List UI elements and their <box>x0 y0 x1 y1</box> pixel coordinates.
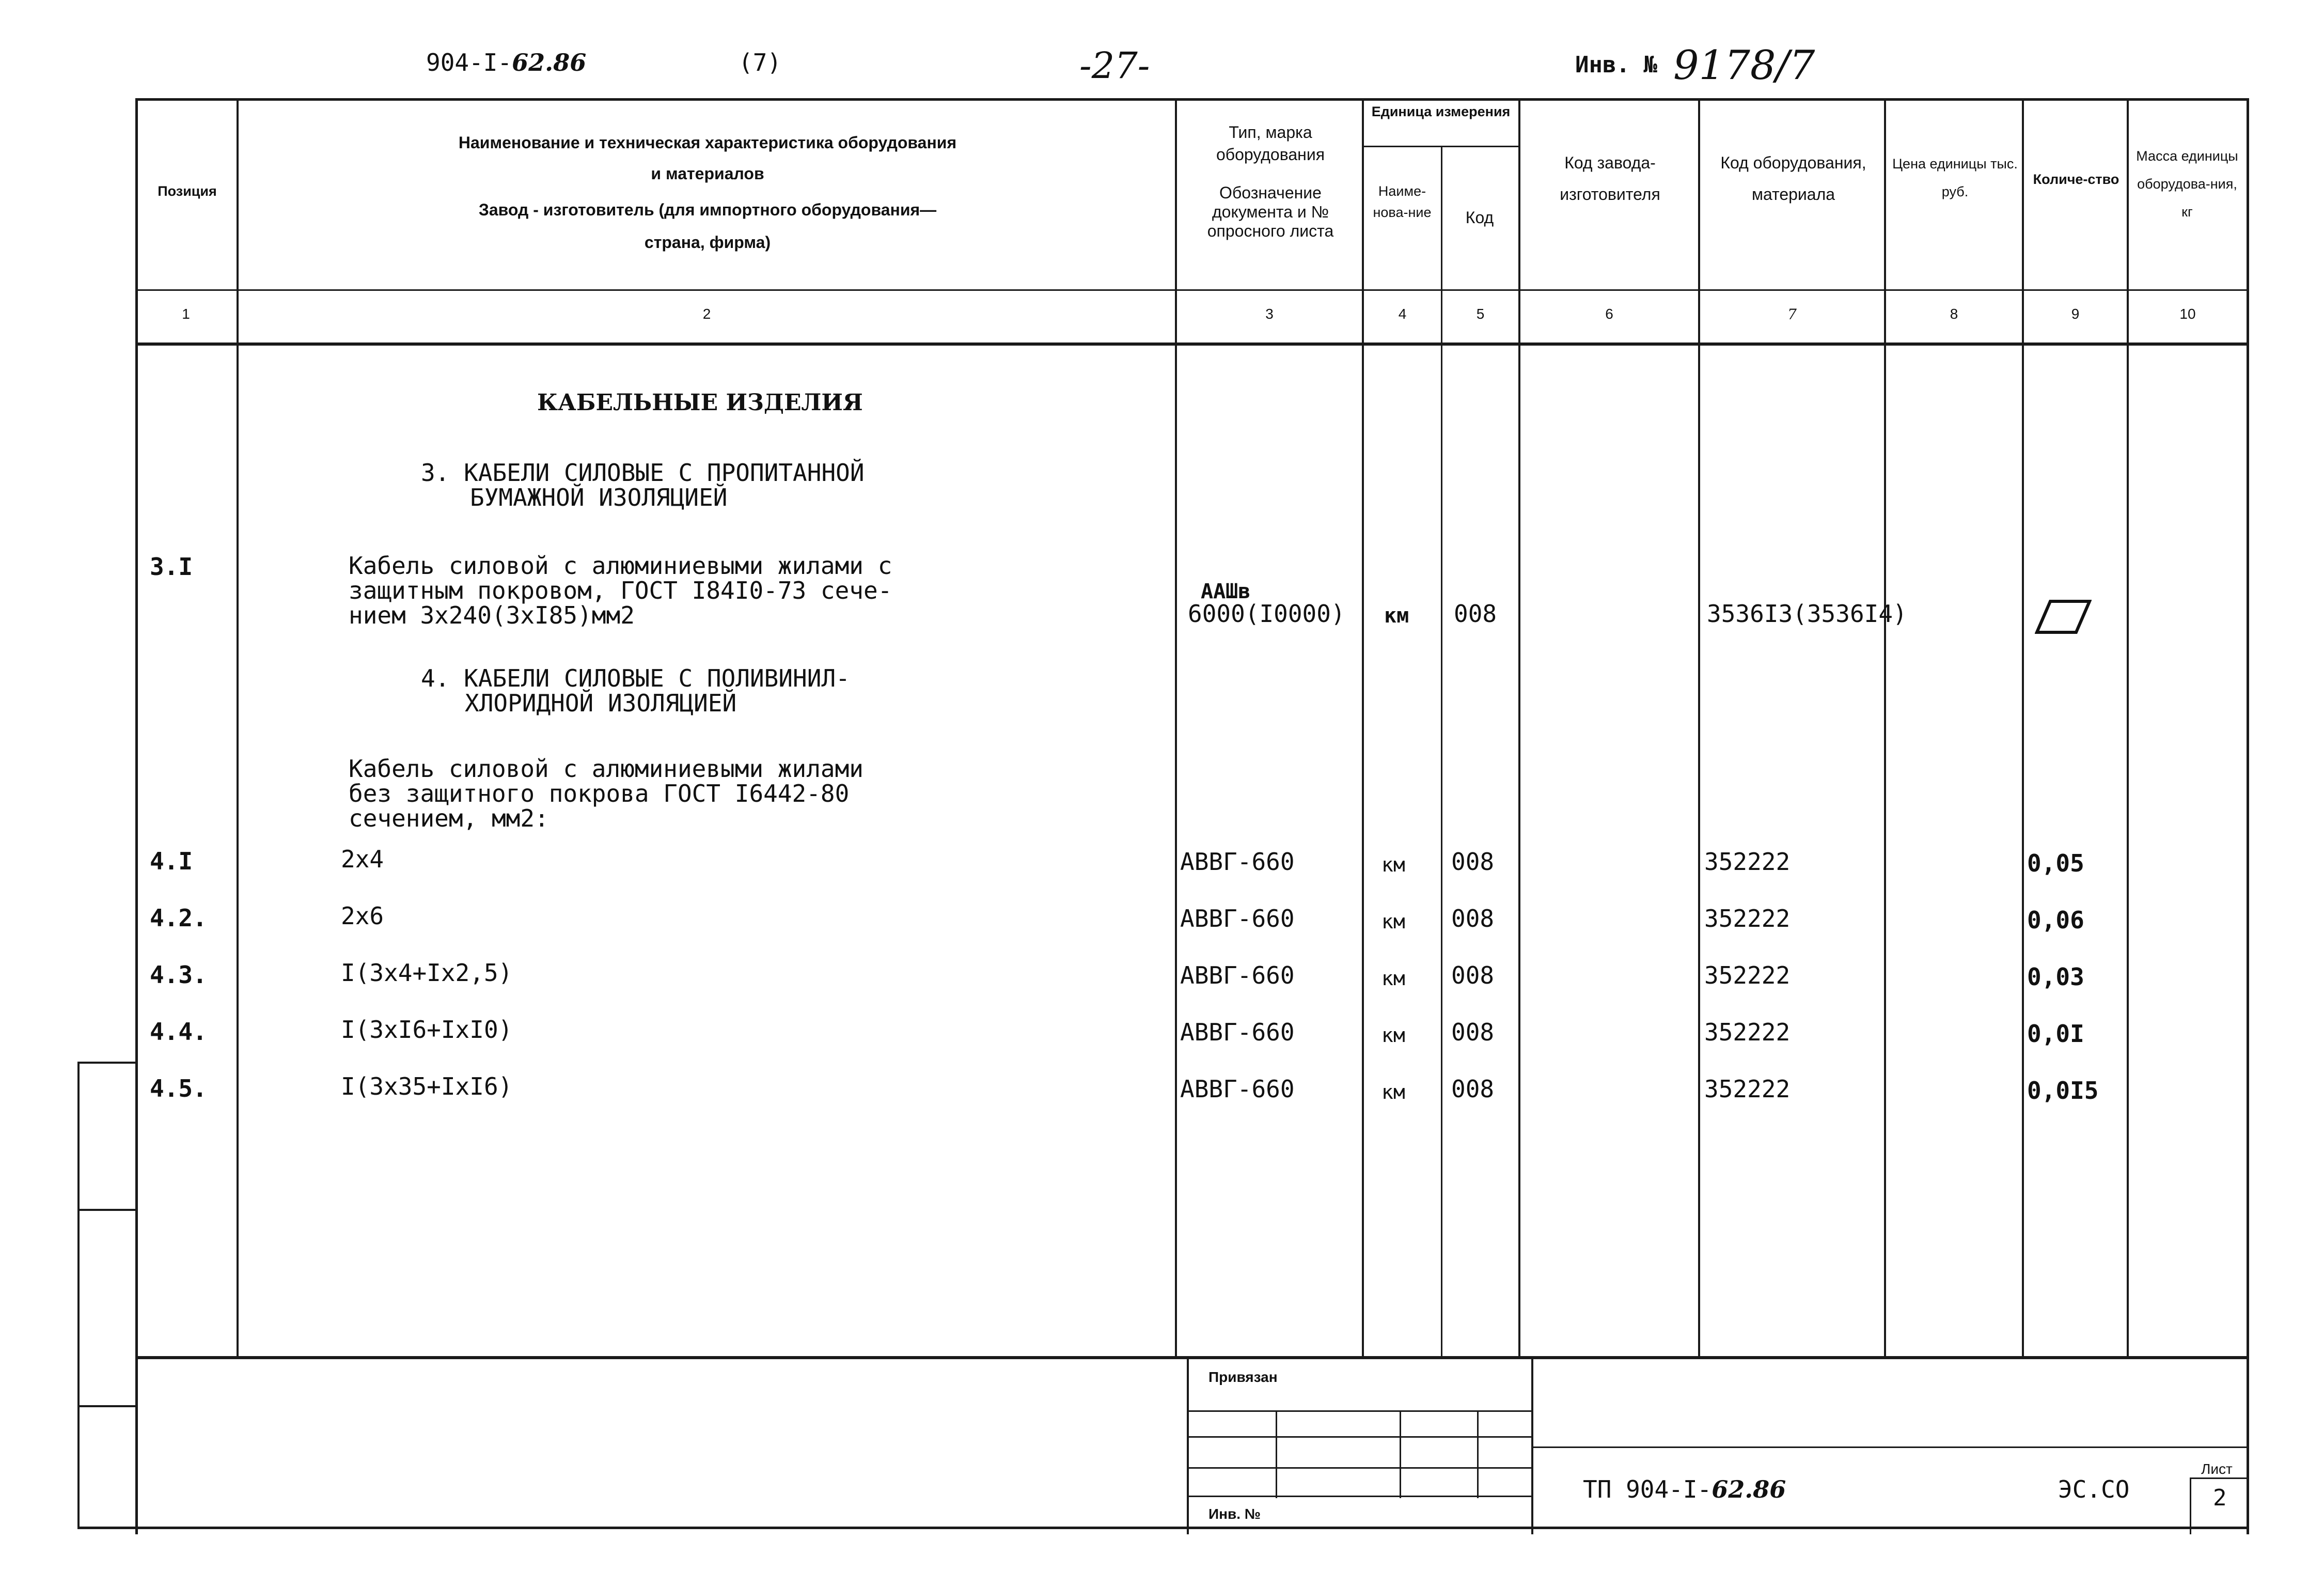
project-code-prefix: 904-I- <box>426 49 512 76</box>
header-position: Позиция <box>158 183 217 199</box>
page-number: -27- <box>1079 44 1150 87</box>
section-4-title-line2: ХЛОРИДНОЙ ИЗОЛЯЦИЕЙ <box>465 689 737 717</box>
row-unit: км <box>1381 1024 1405 1047</box>
header-document: Обозначение документа и № опросного листа <box>1207 183 1334 240</box>
column-number: 7 <box>1787 306 1797 323</box>
row-unit-code: 008 <box>1454 600 1497 628</box>
section-4-desc-line1: Кабель силовой с алюминиевыми жилами <box>349 755 863 783</box>
row-unit: км <box>1381 910 1405 933</box>
row-material-code: 352222 <box>1704 1075 1791 1103</box>
row-description: 2х4 <box>341 845 384 873</box>
document-mark: ЭС.СО <box>2058 1475 2130 1503</box>
part-number: (7) <box>739 49 782 76</box>
inventory-number: 9178/7 <box>1673 42 1815 89</box>
row-position: 3.I <box>150 553 193 581</box>
row-material-code: 352222 <box>1704 905 1791 932</box>
attached-label: Привязан <box>1208 1369 1278 1385</box>
column-number: 5 <box>1476 306 1485 322</box>
row-position: 4.3. <box>150 961 207 989</box>
header-name-line2: и материалов <box>651 164 764 183</box>
row-position: 4.4. <box>150 1018 207 1046</box>
row-position: 4.2. <box>150 904 207 932</box>
row-type: АВВГ-660 <box>1180 1075 1295 1103</box>
column-number: 4 <box>1398 306 1407 322</box>
section-3-title-line2: БУМАЖНОЙ ИЗОЛЯЦИЕЙ <box>470 484 728 511</box>
header-mass: Масса единицы оборудова-ния, кг <box>2136 148 2238 220</box>
column-number: 10 <box>2179 306 2196 322</box>
column-number: 1 <box>182 306 190 322</box>
header-quantity: Количе-ство <box>2033 172 2119 187</box>
inventory-footer-label: Инв. № <box>1208 1506 1261 1522</box>
section-3-title-line1: 3. КАБЕЛИ СИЛОВЫЕ С ПРОПИТАННОЙ <box>421 459 865 487</box>
row-unit: км <box>1381 1081 1405 1103</box>
row-position: 4.5. <box>150 1075 207 1102</box>
row-description: I(3х35+IхI6) <box>341 1072 513 1100</box>
header-unit-code: Код <box>1465 208 1494 227</box>
header-type: Тип, марка оборудования <box>1216 123 1325 164</box>
row-unit-code: 008 <box>1451 961 1495 989</box>
section-title: КАБЕЛЬНЫЕ ИЗДЕЛИЯ <box>537 390 863 416</box>
row-position: 4.I <box>150 847 193 875</box>
header-unit-name: Наиме-нова-ние <box>1373 183 1432 220</box>
section-4-desc-line2: без защитного покрова ГОСТ I6442-80 <box>349 780 850 807</box>
project-code <box>426 51 586 74</box>
quantity-mark-icon <box>2035 599 2092 635</box>
header-plant-code: Код завода-изготовителя <box>1560 153 1660 204</box>
row-quantity: 0,0I5 <box>2027 1077 2099 1104</box>
row-unit: км <box>1381 967 1405 990</box>
header-name-line1: Наименование и техническая характеристика оборудования <box>458 133 957 152</box>
header-material-code: Код оборудования, материала <box>1720 153 1866 204</box>
column-number: 2 <box>702 306 711 322</box>
row-material-code: 3536I3(3536I4) <box>1707 600 1907 628</box>
project-code-suffix: 62.86 <box>512 49 587 76</box>
row-description-line3: нием 3х240(3хI85)мм2 <box>349 601 635 629</box>
sheet-number: 2 <box>2213 1485 2227 1511</box>
row-quantity: 0,0I <box>2027 1020 2084 1048</box>
row-unit: км <box>1381 853 1405 876</box>
header-name-line3: Завод - изготовитель (для импортного оборудования— <box>478 200 937 219</box>
row-unit: км <box>1384 604 1409 628</box>
sheet-label: Лист <box>2201 1461 2233 1477</box>
row-type: АВВГ-660 <box>1180 905 1295 932</box>
section-4-title-line1: 4. КАБЕЛИ СИЛОВЫЕ С ПОЛИВИНИЛ- <box>421 664 850 692</box>
row-material-code: 352222 <box>1704 1018 1791 1046</box>
row-material-code: 352222 <box>1704 961 1791 989</box>
row-type: АВВГ-660 <box>1180 961 1295 989</box>
column-number: 9 <box>2071 306 2080 322</box>
section-4-desc-line3: сечением, мм2: <box>349 804 549 832</box>
document-code-prefix: ТП 904-I- <box>1583 1475 1712 1503</box>
row-description-line2: защитным покровом, ГОСТ I84I0-73 сече- <box>349 577 892 604</box>
row-description: I(3х4+Iх2,5) <box>341 959 513 987</box>
row-unit-code: 008 <box>1451 848 1495 876</box>
header-name-line4: страна, фирма) <box>644 233 771 252</box>
row-type-line2: 6000(I0000) <box>1188 600 1345 628</box>
header-unit-group: Единица измерения <box>1371 104 1511 119</box>
row-type-line1: ААШв <box>1201 580 1251 603</box>
column-number: 8 <box>1950 306 1958 322</box>
row-type: АВВГ-660 <box>1180 1018 1295 1046</box>
row-description: I(3хI6+IхI0) <box>341 1016 513 1044</box>
row-type: АВВГ-660 <box>1180 848 1295 876</box>
row-quantity: 0,06 <box>2027 906 2084 934</box>
row-unit-code: 008 <box>1451 905 1495 932</box>
row-description: 2х6 <box>341 902 384 930</box>
row-material-code: 352222 <box>1704 848 1791 876</box>
column-number: 3 <box>1265 306 1274 322</box>
row-quantity: 0,03 <box>2027 963 2084 991</box>
column-number: 6 <box>1605 306 1613 322</box>
row-unit-code: 008 <box>1451 1075 1495 1103</box>
document-code <box>1583 1477 1786 1501</box>
row-description-line1: Кабель силовой с алюминиевыми жилами с <box>349 552 892 580</box>
row-unit-code: 008 <box>1451 1018 1495 1046</box>
header-price: Цена единицы тыс. руб. <box>1892 156 2018 199</box>
inventory-label: Инв. № <box>1575 52 1657 78</box>
row-quantity: 0,05 <box>2027 849 2084 877</box>
document-code-suffix: 62.86 <box>1711 1475 1786 1503</box>
